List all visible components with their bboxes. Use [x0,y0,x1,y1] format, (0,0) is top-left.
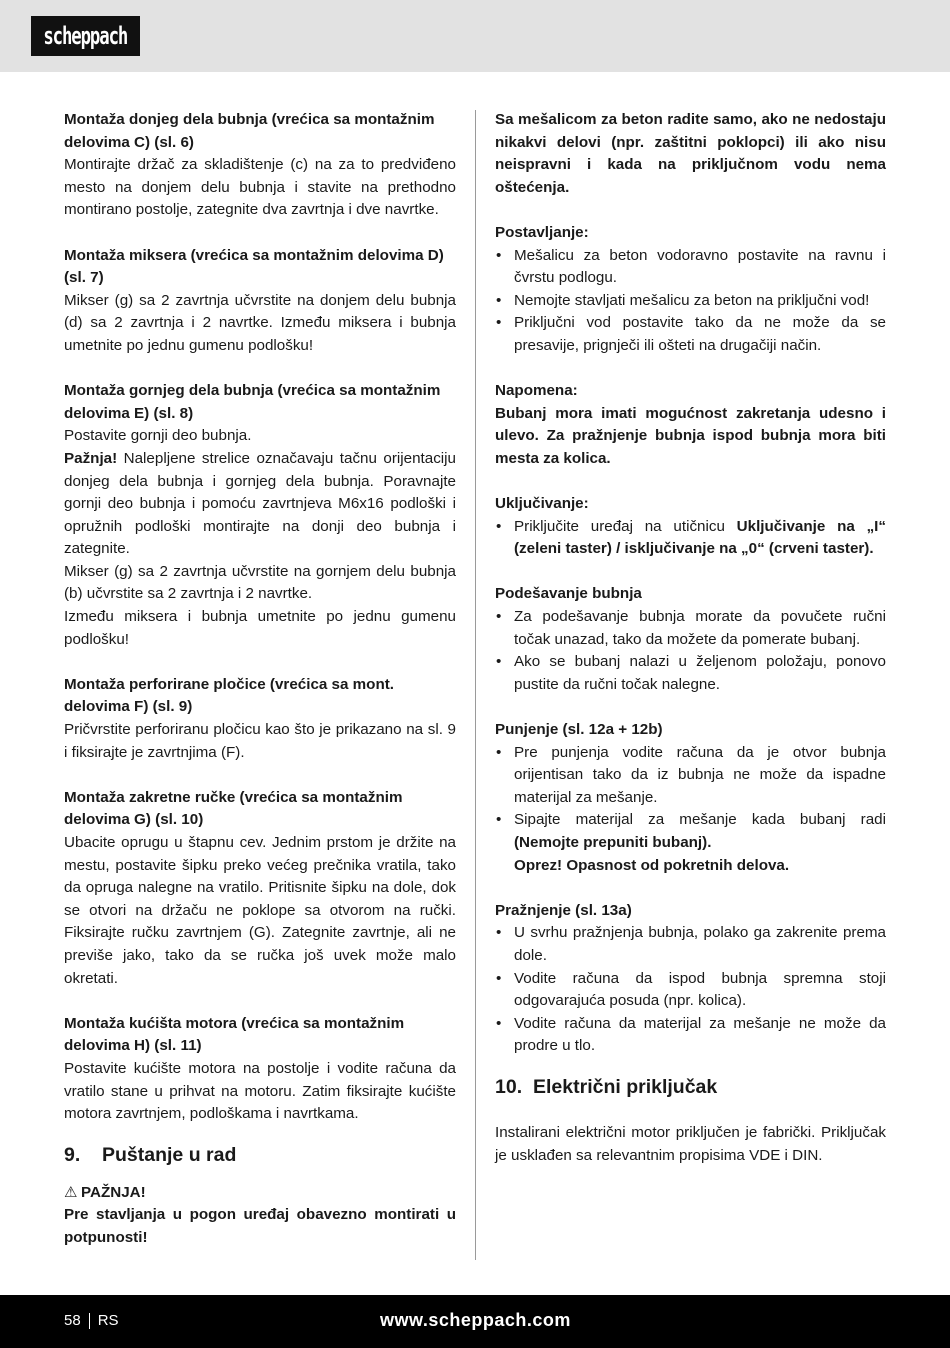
list-item: • Ako se bubanj nalazi u željenom položaju, ponovo pustite da ručni točak nalegne. [495,651,886,696]
website-link[interactable]: www.scheppach.com [380,1310,571,1330]
section-heading: Montaža zakretne ručke (vrećica sa montažnim delovima G) (sl. 10) [64,788,403,829]
section-heading: Uključivanje: [495,495,589,513]
list-item: • Nemojte stavljati mešalicu za beton na priključni vod! [495,290,886,313]
list-item-bold: Uključivanje na „I“ (zeleni taster) / isključivanje na „0“ (crveni taster). [514,517,886,558]
paragraph [64,448,456,561]
paragraph: Između miksera i bubnja umetnite po jednu gumenu podlošku! [64,608,456,648]
footer-separator [89,1313,90,1329]
list-item [495,516,886,561]
paragraph-text: Nalepljene strelice označavaju tačnu orijentaciju donjeg dela bubnja i gornjeg dela bubnja. Poravnajte gornji deo bubnja i pomoću zavrtnjeva M6x16 podloški i opružnih podloški montirajte na donji deo bubnja i zategnite. [64,449,456,558]
paragraph: Mikser (g) sa 2 zavrtnja učvrstite na gornjem delu bubnja (b) učvrstite sa 2 zavrtnja i 2 navrtke. [64,562,456,603]
section-heading: Podešavanje bubnja [495,585,642,603]
chapter-title: Električni priključak [533,1075,718,1098]
list-item [495,809,886,877]
header-bar [0,0,950,72]
section-heading: Postavljanje: [495,223,589,241]
section-heading: Pražnjenje (sl. 13a) [495,901,632,919]
bullet-list [495,606,886,696]
warning-text: Pre stavljanja u pogon uređaj obavezno montirati u potpunosti! [64,1206,456,1246]
list-item-text: Sipajte materijal za mešanje kada bubanj radi [514,811,886,829]
footer-bar [0,1295,950,1348]
warning-line [64,1182,456,1205]
warning-triangle-icon: ⚠ [64,1184,78,1202]
bullet-list [495,516,886,561]
section-heading: Napomena: [495,382,578,400]
list-item-text: Priključite uređaj na utičnicu [514,517,737,535]
chapter-number: 10. [495,1075,523,1098]
chapter-title: Puštanje u rad [102,1143,237,1166]
chapter-heading-10 [495,1074,886,1100]
chapter-heading-9 [64,1142,456,1168]
paragraph: Ubacite oprugu u štapnu cev. Jednim prstom je držite na mestu, postavite šipku preko većeg prečnika vratila, tako da opruga nalegne na vratilo. Pritisnite šipku na dole, dok se otvori na držaču ne poklope sa otvorom na ručki. Fiksirajte ručku zavrtnjem (G). Zategnite zavrtnje, ali ne previše jako, tako da se ručka još uvek može malo okretati. [64,834,456,987]
bullet-list [495,922,886,1058]
paragraph: Mikser (g) sa 2 zavrtnja učvrstite na donjem delu bubnja (d) sa 2 zavrtnja i 2 navrtke. Između miksera i bubnja umetnite po jednu gumenu podlošku! [64,291,456,354]
paragraph: Postavite kućište motora na postolje i vodite računa da vratilo stane u prihvat na motoru. Zatim fiksirajte kućište motora zavrtnjem, podloškama i navrtkama. [64,1059,456,1123]
left-column [64,109,456,1250]
caution-text: Oprez! Opasnost od pokretnih delova. [514,856,790,874]
list-item: • Vodite računa da ispod bubnja spremna stoji odgovarajuća posuda (npr. kolica). [495,968,886,1013]
section-heading: Montaža miksera (vrećica sa montažnim delovima D) (sl. 7) [64,246,444,287]
paragraph: Pričvrstite perforiranu pločicu kao što je prikazano na sl. 9 i fiksirajte je zavrtnjima (F). [64,721,456,761]
list-item: • Pre punjenja vodite računa da je otvor bubnja orijentisan tako da iz bubnja ne može da ispadne materijal za mešanje. [495,742,886,810]
section-heading: Montaža kućišta motora (vrećica sa montažnim delovima H) (sl. 11) [64,1014,405,1055]
section-heading: Montaža gornjeg dela bubnja (vrećica sa montažnim delovima E) (sl. 8) [64,382,441,422]
brand-logo [31,16,140,56]
page-indicator [64,1311,119,1331]
list-item-bold: (Nemojte prepuniti bubanj). [514,834,712,851]
page-number: 58 [64,1312,81,1329]
list-item: • Vodite računa da materijal za mešanje ne može da prodre u tlo. [495,1013,886,1058]
warning-label: PAŽNJA! [81,1183,146,1201]
intro-warning: Sa mešalicom za beton radite samo, ako ne nedostaju nikakvi delovi (npr. zaštitni poklopci) ili ako nisu neispravni i kada na priključnom vodu nema oštećenja. [495,111,886,196]
paragraph: Instalirani električni motor priključen je fabrički. Priključak je usklađen sa relevantnim propisima VDE i DIN. [495,1123,886,1164]
section-heading: Punjenje (sl. 12a + 12b) [495,721,663,739]
attention-label: Pažnja! [64,449,118,467]
list-item: • Priključni vod postavite tako da ne može da se presavije, prignječi ili ošteti na drugačiji način. [495,312,886,357]
paragraph: Montirajte držač za skladištenje (c) na za to predviđeno mesto na donjem delu bubnja i stavite na prethodno montirano postolje, zategnite dva zavrtnja i dve navrtke. [64,156,456,219]
column-divider [475,110,476,1260]
right-column [495,109,886,1167]
language-code: RS [97,1312,119,1329]
list-item: • Mešalicu za beton vodoravno postavite na ravnu i čvrstu podlogu. [495,245,886,290]
bullet-list [495,245,886,358]
section-heading: Montaža perforirane pločice (vrećica sa mont. delovima F) (sl. 9) [64,675,395,716]
brand-logo-text: scheppach [43,22,128,50]
chapter-number: 9. [64,1143,81,1166]
list-item: • U svrhu pražnjenja bubnja, polako ga zakrenite prema dole. [495,922,886,967]
note-text: Bubanj mora imati mogućnost zakretanja udesno i ulevo. Za pražnjenje bubnja ispod bubnja mora biti mesta za kolica. [495,404,886,467]
bullet-list [495,742,886,878]
section-heading: Montaža donjeg dela bubnja (vrećica sa montažnim delovima C) (sl. 6) [64,111,435,151]
paragraph: Postavite gornji deo bubnja. [64,427,252,445]
list-item: • Za podešavanje bubnja morate da povučete ručni točak unazad, tako da možete da pomerate bubanj. [495,606,886,651]
